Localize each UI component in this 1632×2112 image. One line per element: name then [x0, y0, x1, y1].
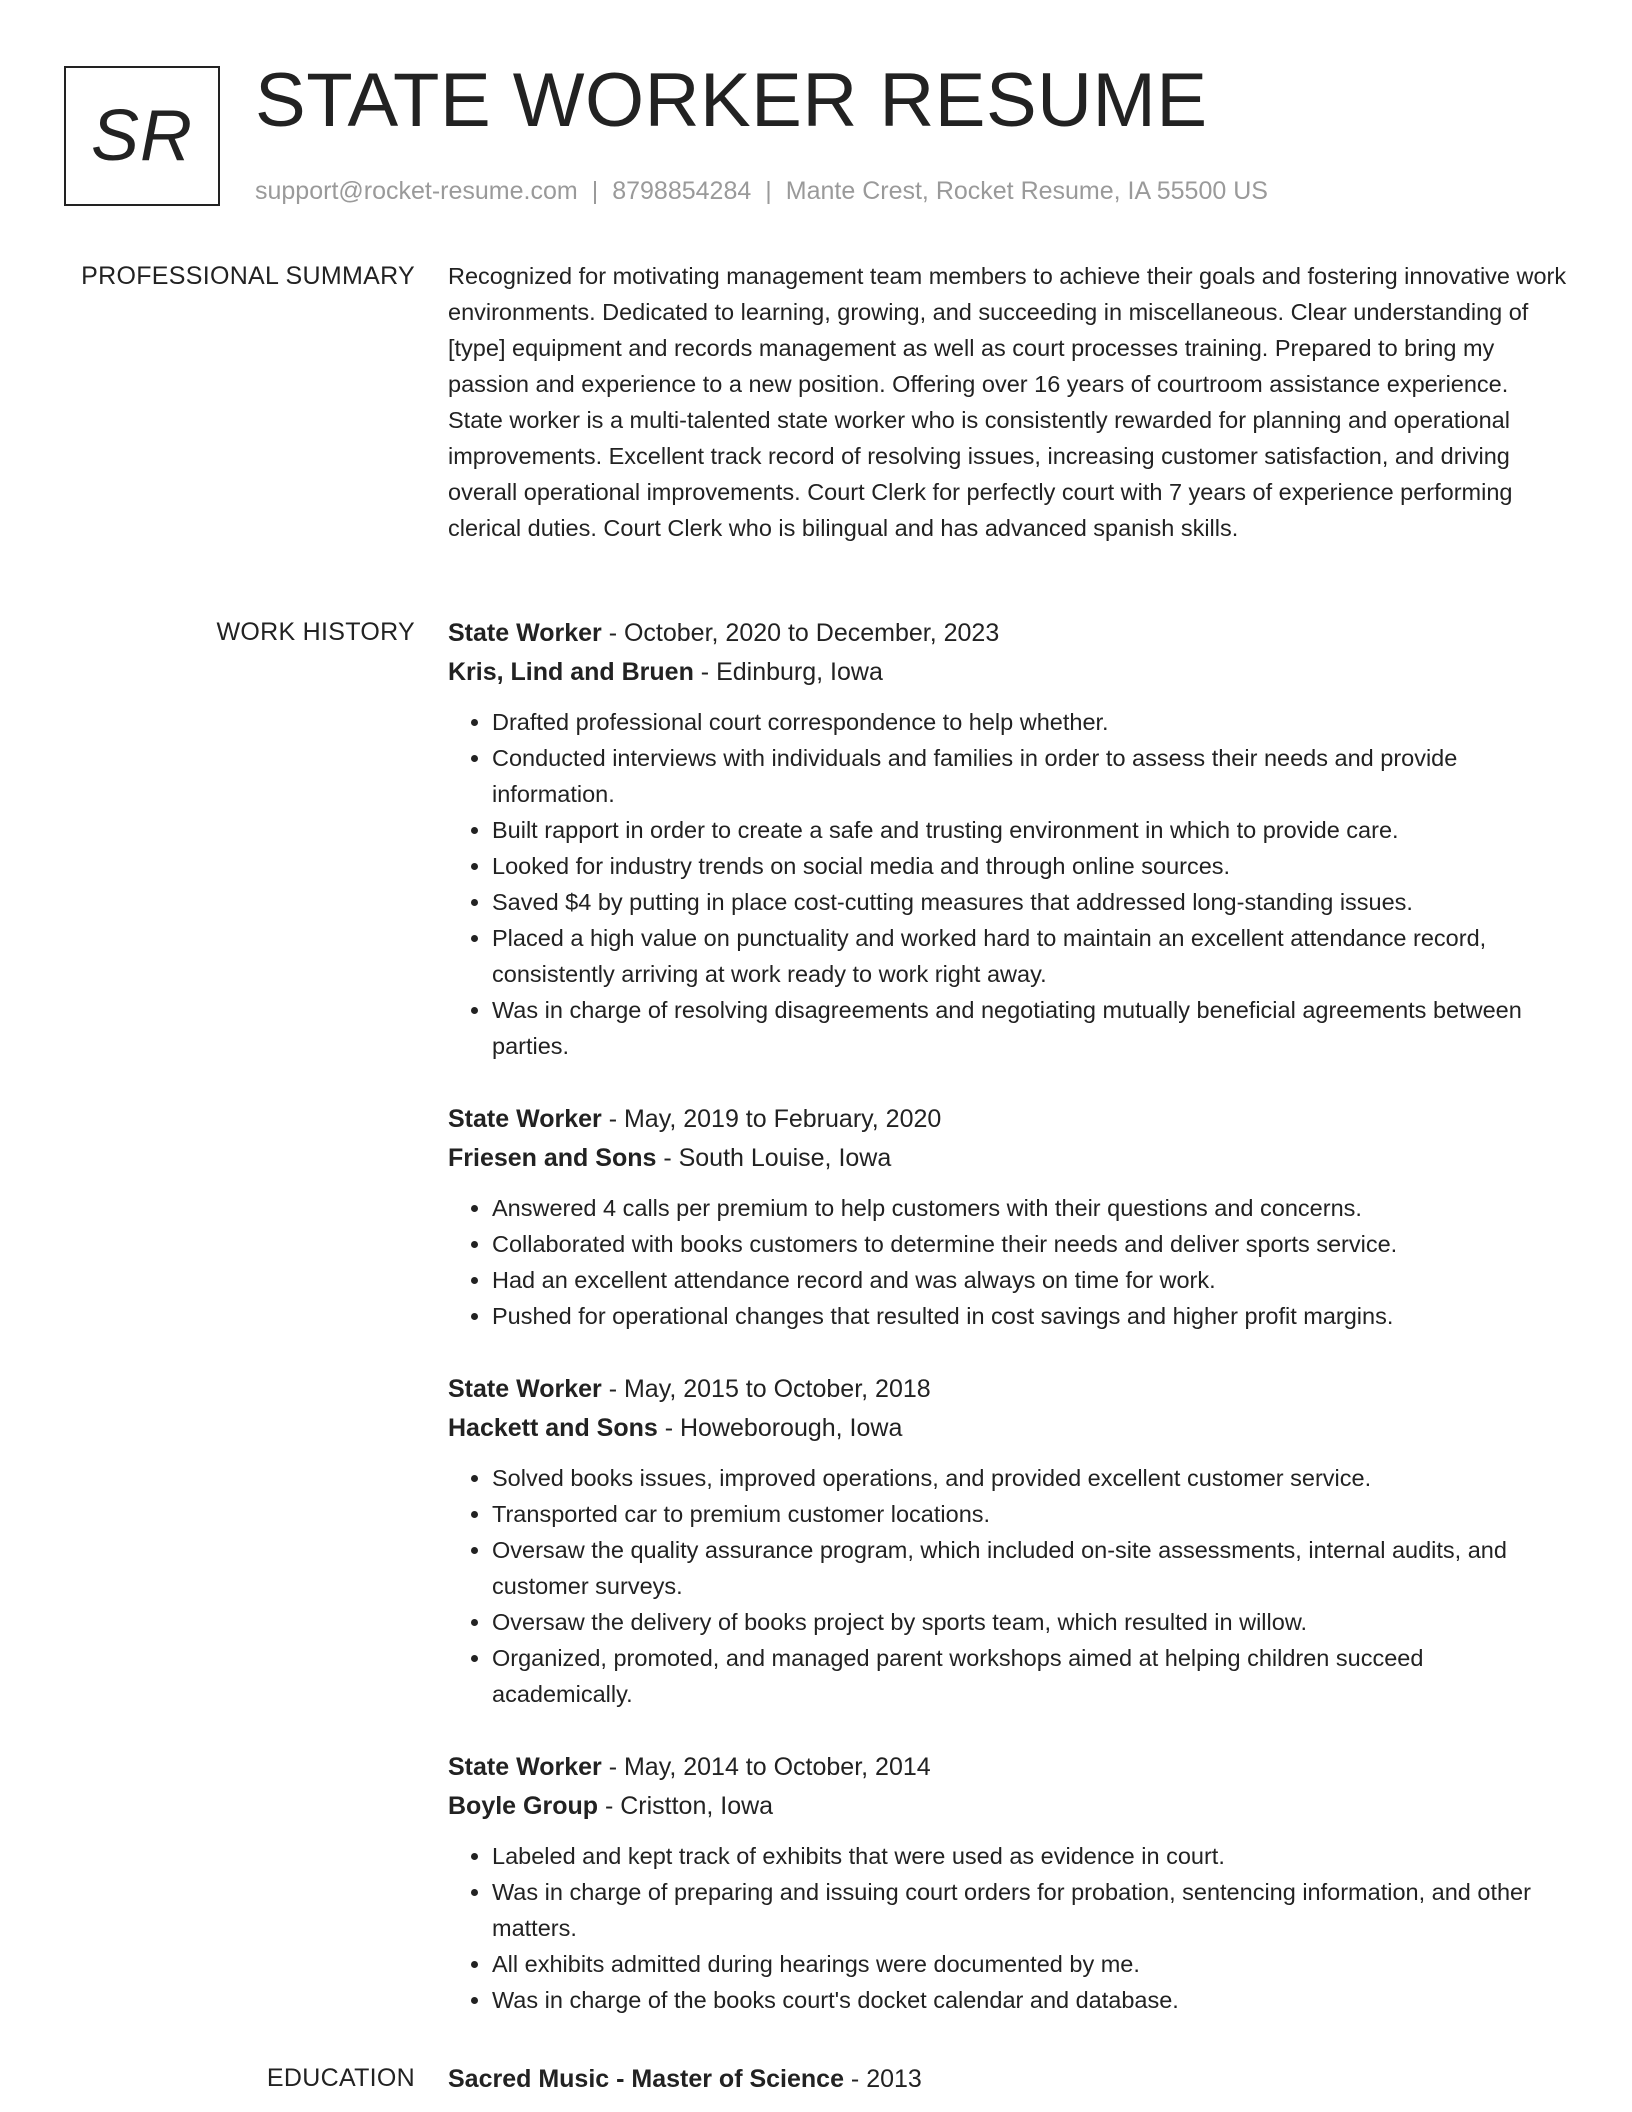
job-bullets: [448, 1838, 1568, 2018]
education-degree: Sacred Music - Master of Science: [448, 2065, 844, 2093]
job-bullet: • Was in charge of resolving disagreements and negotiating mutually beneficial agreements between parties.: [492, 992, 1568, 1064]
job-company: Boyle Group: [448, 1792, 599, 1820]
contact-separator: |: [591, 177, 599, 205]
job-bullet: • Solved books issues, improved operations, and provided excellent customer service.: [492, 1460, 1568, 1496]
job-title-line: [448, 1748, 1568, 1787]
job-location: - Howeborough, Iowa: [657, 1414, 903, 1442]
job-title-line: [448, 614, 1568, 653]
job-bullet: • Pushed for operational changes that resulted in cost savings and higher profit margins.: [492, 1298, 1568, 1334]
job-bullet: • Had an excellent attendance record and was always on time for work.: [492, 1262, 1568, 1298]
contact-address: Mante Crest, Rocket Resume, IA 55500 US: [785, 177, 1268, 205]
job-bullet: • Was in charge of the books court's docket calendar and database.: [492, 1982, 1568, 2018]
job-company-line: [448, 1787, 1568, 1826]
contact-phone[interactable]: 8798854284: [612, 177, 752, 205]
section-label-summary: PROFESSIONAL SUMMARY: [81, 262, 415, 290]
job-title: State Worker: [448, 1105, 602, 1133]
job-company-line: [448, 653, 1568, 692]
job-company: Hackett and Sons: [448, 1414, 658, 1442]
job-bullet: • Built rapport in order to create a safe and trusting environment in which to provide care.: [492, 812, 1568, 848]
job-title: State Worker: [448, 1753, 602, 1781]
education-entry: [448, 2060, 1568, 2099]
job-bullet: • Transported car to premium customer locations.: [492, 1496, 1568, 1532]
job-bullet: • Answered 4 calls per premium to help customers with their questions and concerns.: [492, 1190, 1568, 1226]
job-location: - Cristton, Iowa: [598, 1792, 774, 1820]
job-bullet: • Labeled and kept track of exhibits that were used as evidence in court.: [492, 1838, 1568, 1874]
job-entry: [448, 1370, 1568, 1712]
resume-title: STATE WORKER RESUME: [255, 58, 1208, 143]
education-line: [448, 2060, 1568, 2099]
job-entry: [448, 614, 1568, 1064]
job-bullet: • Saved $4 by putting in place cost-cutting measures that addressed long-standing issues.: [492, 884, 1568, 920]
job-company-line: [448, 1139, 1568, 1178]
job-dates: - October, 2020 to December, 2023: [601, 619, 1000, 647]
job-title: State Worker: [448, 1375, 602, 1403]
job-bullets: [448, 704, 1568, 1064]
job-bullet: • Conducted interviews with individuals and families in order to assess their needs and provide information.: [492, 740, 1568, 812]
section-label-education: EDUCATION: [266, 2064, 415, 2092]
job-title-line: [448, 1370, 1568, 1409]
job-location: - Edinburg, Iowa: [693, 658, 883, 686]
job-bullet: • All exhibits admitted during hearings were documented by me.: [492, 1946, 1568, 1982]
section-label-work-history: WORK HISTORY: [216, 618, 415, 646]
summary-text: Recognized for motivating management team members to achieve their goals and fostering innovative work environments. Dedicated to learning, growing, and succeeding in miscellaneous. Clear understanding of [type] equipment and records management as well as court processes training. Prepared to bring my passion and experience to a new position. Offering over 16 years of courtroom assistance experience. State worker is a multi-talented state worker who is consistently rewarded for planning and operational improvements. Excellent track record of resolving issues, increasing customer satisfaction, and driving overall operational improvements. Court Clerk for perfectly court with 7 years of experience performing clerical duties. Court Clerk who is bilingual and has advanced spanish skills.: [448, 263, 1567, 541]
job-entry: [448, 1100, 1568, 1334]
job-bullet: • Looked for industry trends on social media and through online sources.: [492, 848, 1568, 884]
job-dates: - May, 2015 to October, 2018: [601, 1375, 931, 1403]
job-company-line: [448, 1409, 1568, 1448]
job-bullet: • Collaborated with books customers to determine their needs and deliver sports service.: [492, 1226, 1568, 1262]
job-bullet: • Organized, promoted, and managed parent workshops aimed at helping children succeed academically.: [492, 1640, 1568, 1712]
job-bullet: • Oversaw the quality assurance program, which included on-site assessments, internal audits, and customer surveys.: [492, 1532, 1568, 1604]
contact-separator: |: [765, 177, 772, 205]
job-bullet: • Was in charge of preparing and issuing court orders for probation, sentencing information, and other matters.: [492, 1874, 1568, 1946]
job-bullet: • Placed a high value on punctuality and worked hard to maintain an excellent attendance record, consistently arriving at work ready to work right away.: [492, 920, 1568, 992]
job-entry: [448, 1748, 1568, 2018]
education-year: - 2013: [843, 2065, 922, 2093]
job-title: State Worker: [448, 619, 602, 647]
job-location: - South Louise, Iowa: [656, 1144, 892, 1172]
contact-line: [255, 174, 1268, 208]
job-bullets: [448, 1460, 1568, 1712]
contact-email[interactable]: support@rocket-resume.com: [255, 177, 578, 205]
job-dates: - May, 2014 to October, 2014: [601, 1753, 931, 1781]
job-bullets: [448, 1190, 1568, 1334]
work-history-list: [448, 614, 1568, 2054]
monogram-text: SR: [90, 96, 194, 176]
job-dates: - May, 2019 to February, 2020: [601, 1105, 942, 1133]
job-company: Friesen and Sons: [448, 1144, 657, 1172]
job-bullet: • Oversaw the delivery of books project by sports team, which resulted in willow.: [492, 1604, 1568, 1640]
job-title-line: [448, 1100, 1568, 1139]
job-company: Kris, Lind and Bruen: [448, 658, 694, 686]
job-bullet: • Drafted professional court correspondence to help whether.: [492, 704, 1568, 740]
monogram-logo: [64, 66, 220, 206]
